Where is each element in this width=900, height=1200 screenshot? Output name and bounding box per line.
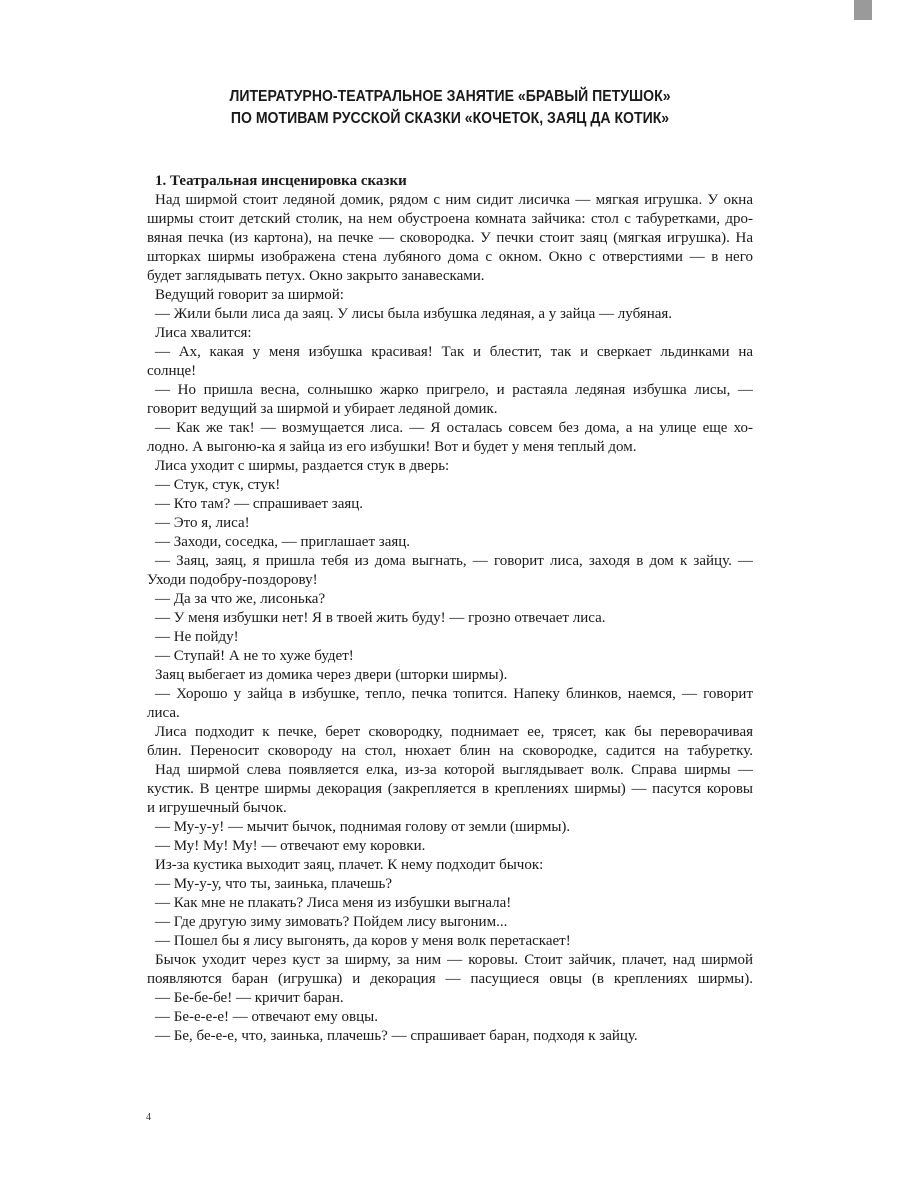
text-line: — Где другую зиму зимовать? Пойдем лису выгоним...	[155, 914, 508, 930]
text-line: — Не пойду!	[155, 629, 239, 645]
text-line: — Это я, лиса!	[155, 515, 250, 531]
title-line-2: ПО МОТИВАМ РУССКОЙ СКАЗКИ «КОЧЕТОК, ЗАЯЦ ДА КОТИК»	[230, 110, 670, 127]
text-line: — Но пришла весна, солнышко жарко пригрело, и растаяла ледяная избушка лисы, —	[155, 382, 753, 398]
text-line: вяная печка (из картона), на печке — сковородка. У печки стоит заяц (мягкая игрушка). На	[147, 230, 753, 246]
text-line: — Му! Му! Му! — отвечают ему коровки.	[155, 838, 426, 854]
text-line: Бычок уходит через куст за ширму, за ним — коровы. Стоит зайчик, плачет, над ширмой	[155, 952, 753, 968]
text-line: Над ширмой слева появляется елка, из-за которой выглядывает волк. Справа ширмы —	[155, 762, 753, 778]
title-line-1: ЛИТЕРАТУРНО-ТЕАТРАЛЬНОЕ ЗАНЯТИЕ «БРАВЫЙ ПЕТУШОК»	[229, 88, 671, 105]
text-line: и игрушечный бычок.	[147, 800, 287, 816]
text-line: Заяц выбегает из домика через двери (шторки ширмы).	[155, 667, 508, 683]
text-line: Лиса хвалится:	[155, 325, 252, 341]
text-line: — Бе, бе-е-е, что, заинька, плачешь? — спрашивает баран, подходя к зайцу.	[155, 1028, 638, 1044]
text-line: — Кто там? — спрашивает заяц.	[155, 496, 364, 512]
page-title	[54, 86, 846, 130]
text-line: — Хорошо у зайца в избушке, тепло, печка топится. Напеку блинков, наемся, — говорит	[155, 686, 753, 702]
text-line: — Заходи, соседка, — приглашает заяц.	[155, 534, 411, 550]
text-line: — Ах, какая у меня избушка красивая! Так и блестит, так и сверкает льдинками на	[155, 344, 753, 360]
section-heading: 1. Театральная инсценировка сказки	[155, 173, 407, 189]
text-line: кустик. В центре ширмы декорация (закрепляется в креплениях ширмы) — пасутся коровы	[147, 781, 753, 797]
scrollbar-thumb[interactable]	[854, 0, 872, 20]
text-line: лодно. А выгоню-ка я зайца из его избушки! Вот и будет у меня теплый дом.	[147, 439, 637, 455]
text-line: говорит ведущий за ширмой и убирает ледяной домик.	[147, 401, 498, 417]
text-line: — Как мне не плакать? Лиса меня из избушки выгнала!	[155, 895, 512, 911]
text-line: — Пошел бы я лису выгонять, да коров у меня волк перетаскает!	[155, 933, 571, 949]
text-line: появляются баран (игрушка) и декорация — пасущиеся овцы (в креплениях ширмы).	[147, 971, 753, 987]
text-line: — Му-у-у, что ты, заинька, плачешь?	[155, 876, 393, 892]
text-line: — Ступай! А не то хуже будет!	[155, 648, 354, 664]
text-line: — Бе-бе-бе! — кричит баран.	[155, 990, 344, 1006]
text-line: ширмы стоит детский столик, на нем обустроена комната зайчика: стол с табуретками, дро-	[147, 211, 753, 227]
text-line: — Да за что же, лисонька?	[155, 591, 326, 607]
text-line: — Как же так! — возмущается лиса. — Я осталась совсем без дома, а на улице еще хо-	[155, 420, 753, 436]
text-line: Ведущий говорит за ширмой:	[155, 287, 344, 303]
text-line: Лиса уходит с ширмы, раздается стук в дверь:	[155, 458, 450, 474]
text-line: блин. Переносит сковороду на стол, нюхает блин на сковородке, садится на табуретку.	[147, 743, 753, 759]
text-line: шторках ширмы изображена стена лубяного дома с окном. Окно с отверстиями — в него	[147, 249, 753, 265]
text-line: солнце!	[147, 363, 197, 379]
text-line: Уходи подобру-поздорову!	[147, 572, 318, 588]
text-line: будет заглядывать петух. Окно закрыто занавесками.	[147, 268, 485, 284]
text-line: Из-за кустика выходит заяц, плачет. К нему подходит бычок:	[155, 857, 544, 873]
text-line: лиса.	[147, 705, 180, 721]
text-line: — Му-у-у! — мычит бычок, поднимая голову от земли (ширмы).	[155, 819, 571, 835]
text-line: — Стук, стук, стук!	[155, 477, 281, 493]
text-line: Лиса подходит к печке, берет сковородку, поднимает ее, трясет, как бы переворачивая	[155, 724, 753, 740]
text-lines	[147, 191, 753, 1046]
text-line: — Заяц, заяц, я пришла тебя из дома выгнать, — говорит лиса, заходя в дом к зайцу. —	[155, 553, 753, 569]
scrollbar[interactable]	[848, 0, 900, 1200]
text-line: — У меня избушки нет! Я в твоей жить буду! — грозно отвечает лиса.	[155, 610, 606, 626]
text-line: — Бе-е-е-е! — отвечают ему овцы.	[155, 1009, 378, 1025]
page-number: 4	[146, 1112, 151, 1123]
text-line: Над ширмой стоит ледяной домик, рядом с ним сидит лисичка — мягкая игрушка. У окна	[155, 192, 753, 208]
document-body	[147, 172, 753, 1046]
text-line: — Жили были лиса да заяц. У лисы была избушка ледяная, а у зайца — лубяная.	[155, 306, 673, 322]
